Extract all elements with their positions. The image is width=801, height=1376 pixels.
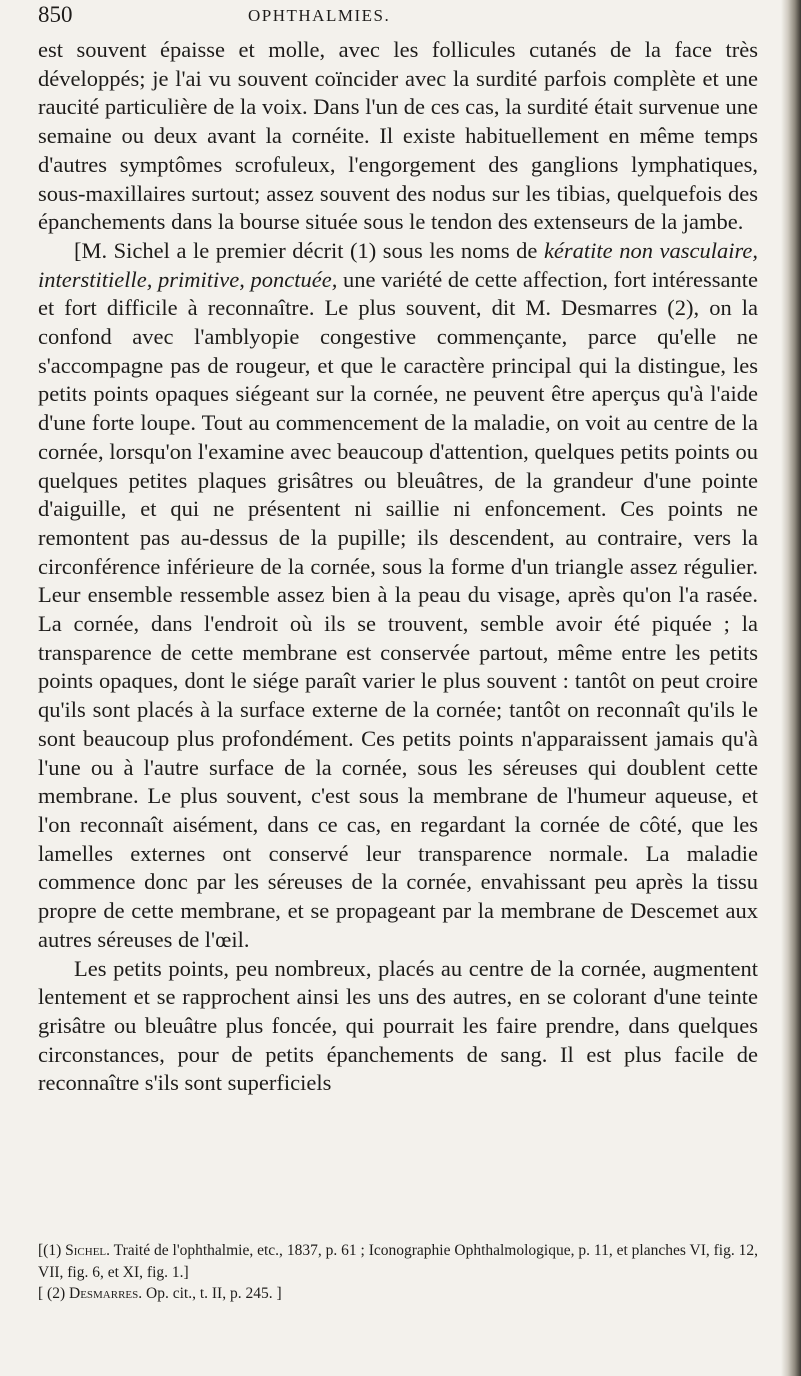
page-edge-shadow [781,0,801,1376]
footnote-1-text: . Traité de l'ophthalmie, etc., 1837, p. 61 ; Iconographie Ophthalmologique, p. 11, et planches VI, fig. 12, VII, fig. 6, et XI, fig. 1.] [38,1242,758,1281]
footnotes [38,1240,758,1305]
footnote-2-text: . Op. cit., t. II, p. 245. ] [138,1285,282,1302]
footnote-2 [38,1283,758,1305]
page-number: 850 [38,2,73,27]
footnote-1-author: Sichel [65,1242,107,1259]
paragraph-1: est souvent épaisse et molle, avec les follicules cutanés de la face très développés; je l'ai vu souvent coïncider avec la surdité parfois complète et une raucité particulière de la voix. Dans l'un de ces cas, la surdité était survenue une semaine ou deux avant la cornéite. Il existe habituellement en même temps d'autres symptômes scrofuleux, l'engorgement des ganglions lymphatiques, sous-maxillaires surtout; assez souvent des nodus sur les tibias, quelquefois des épanchements dans la bourse située sous le tendon des extenseurs de la jambe. [38,37,758,235]
paragraph-3: Les petits points, peu nombreux, placés au centre de la cornée, augmentent lentement et se rapprochent ainsi les uns des autres, en se colorant d'une teinte grisâtre ou bleuâtre plus foncée, qui pourrait les faire prendre, dans quelques circonstances, pour de petits épanchements de sang. Il est plus facile de reconnaître s'ils sont superficiels [38,955,758,1096]
footnote-1 [38,1240,758,1283]
main-text [38,36,758,1098]
paragraph-2 [38,237,758,955]
running-title: OPHTHALMIES. [248,6,391,25]
footnote-2-author: Desmarres [69,1285,139,1302]
footnote-2-marker: [ (2) [38,1285,69,1302]
paragraph-2-part-b: une variété de cette affection, fort intéressante et fort difficile à reconnaître. Le plus souvent, dit M. Desmarres (2), on la confond avec l'amblyopie congestive commençante, parce qu'elle ne s'accompagne pas de rougeur, et que le caractère principal qui la distingue, les petits points opaques siégeant sur la cornée, ne peuvent être aperçus qu'à l'aide d'une forte loupe. Tout au commencement de la maladie, on voit au centre de la cornée, lorsqu'on l'examine avec beaucoup d'attention, quelques petits points ou quelques petites plaques grisâtres ou bleuâtres, de la grandeur d'une pointe d'aiguille, et qui ne présentent ni saillie ni enfoncement. Ces points ne remontent pas au-dessus de la pupille; ils descendent, au contraire, vers la circonférence inférieure de la cornée, sous la forme d'un triangle assez régulier. Leur ensemble ressemble assez bien à la peau du visage, après qu'on l'a rasée. La cornée, dans l'endroit où ils se trouvent, semble avoir été piquée ; la transparence de cette membrane est conservée partout, même entre les petits points opaques, dont le siége paraît varier le plus souvent : tantôt on peut croire qu'ils sont placés à la surface externe de la cornée; tantôt on reconnaît qu'ils le sont beaucoup plus profondément. Ces petits points n'apparaissent jamais qu'à l'une ou à l'autre surface de la cornée, sous les séreuses qui doublent cette membrane. Le plus souvent, c'est sous la membrane de l'humeur aqueuse, et l'on reconnaît aisément, dans ce cas, en regardant la cornée de côté, que les lamelles externes ont conservé leur transparence normale. La maladie commence donc par les séreuses de la cornée, envahissant peu après la tissu propre de cette membrane, et se propageant par la membrane de Descemet aux autres séreuses de l'œil. [38,266,758,952]
page-header [38,2,758,28]
footnote-1-marker: [(1) [38,1242,66,1259]
paragraph-2-part-a: [M. Sichel a le premier décrit (1) sous les noms de [74,237,544,263]
keratite-terms: kératite non vasculaire, interstitielle, primitive, ponctuée, [38,237,758,292]
